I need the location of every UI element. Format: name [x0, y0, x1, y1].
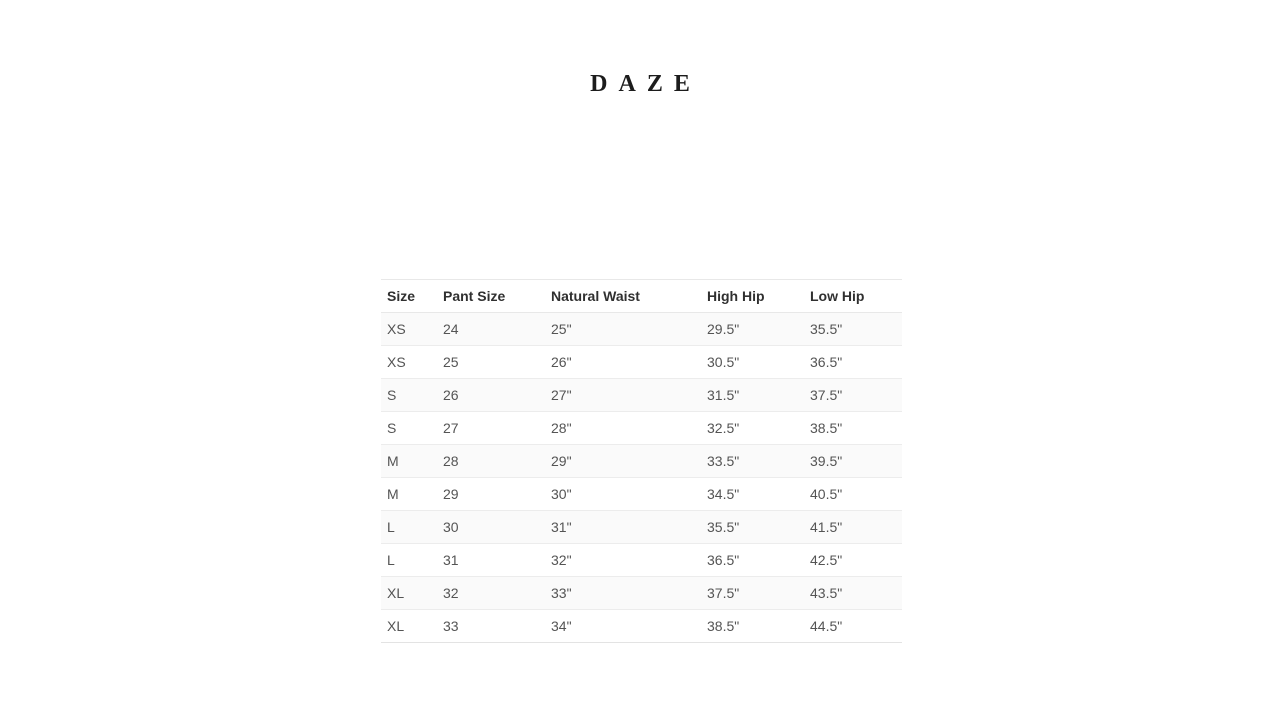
table-row	[381, 445, 902, 478]
size-chart-container	[381, 279, 902, 643]
table-cell: 40.5"	[804, 478, 902, 511]
table-row	[381, 478, 902, 511]
column-header: Low Hip	[804, 280, 902, 313]
table-cell: 26"	[545, 346, 701, 379]
table-cell: L	[381, 511, 437, 544]
table-cell: 32"	[545, 544, 701, 577]
table-cell: M	[381, 445, 437, 478]
table-cell: XS	[381, 346, 437, 379]
table-cell: 35.5"	[701, 511, 804, 544]
table-cell: 42.5"	[804, 544, 902, 577]
table-cell: 36.5"	[804, 346, 902, 379]
table-cell: 32.5"	[701, 412, 804, 445]
table-cell: 35.5"	[804, 313, 902, 346]
size-chart-table	[381, 279, 902, 643]
table-cell: 29.5"	[701, 313, 804, 346]
table-cell: S	[381, 379, 437, 412]
table-cell: XL	[381, 610, 437, 643]
table-cell: M	[381, 478, 437, 511]
table-cell: 34.5"	[701, 478, 804, 511]
table-cell: 33	[437, 610, 545, 643]
table-cell: 32	[437, 577, 545, 610]
table-row	[381, 610, 902, 643]
table-cell: L	[381, 544, 437, 577]
table-cell: 31.5"	[701, 379, 804, 412]
table-cell: 36.5"	[701, 544, 804, 577]
brand-logo-text: DAZE	[590, 71, 701, 97]
table-cell: 29	[437, 478, 545, 511]
table-row	[381, 313, 902, 346]
table-cell: 37.5"	[701, 577, 804, 610]
column-header: Pant Size	[437, 280, 545, 313]
table-cell: 30"	[545, 478, 701, 511]
table-cell: 34"	[545, 610, 701, 643]
table-row	[381, 379, 902, 412]
table-row	[381, 412, 902, 445]
table-cell: 25	[437, 346, 545, 379]
table-cell: 38.5"	[701, 610, 804, 643]
table-cell: 39.5"	[804, 445, 902, 478]
table-cell: 24	[437, 313, 545, 346]
table-row	[381, 511, 902, 544]
table-cell: XS	[381, 313, 437, 346]
table-row	[381, 577, 902, 610]
table-cell: 27"	[545, 379, 701, 412]
column-header: Size	[381, 280, 437, 313]
table-cell: 25"	[545, 313, 701, 346]
table-row	[381, 346, 902, 379]
column-header: Natural Waist	[545, 280, 701, 313]
table-cell: 43.5"	[804, 577, 902, 610]
table-cell: 33.5"	[701, 445, 804, 478]
table-cell: 44.5"	[804, 610, 902, 643]
brand-logo	[0, 71, 1280, 98]
column-header: High Hip	[701, 280, 804, 313]
table-cell: 27	[437, 412, 545, 445]
table-cell: 41.5"	[804, 511, 902, 544]
size-chart-body	[381, 313, 902, 643]
table-cell: 28	[437, 445, 545, 478]
table-cell: 30.5"	[701, 346, 804, 379]
table-cell: XL	[381, 577, 437, 610]
table-cell: 31"	[545, 511, 701, 544]
table-row	[381, 544, 902, 577]
table-cell: 38.5"	[804, 412, 902, 445]
table-cell: 29"	[545, 445, 701, 478]
table-cell: 30	[437, 511, 545, 544]
table-cell: 37.5"	[804, 379, 902, 412]
table-cell: S	[381, 412, 437, 445]
table-cell: 33"	[545, 577, 701, 610]
table-cell: 26	[437, 379, 545, 412]
table-cell: 31	[437, 544, 545, 577]
table-header-row	[381, 280, 902, 313]
table-cell: 28"	[545, 412, 701, 445]
